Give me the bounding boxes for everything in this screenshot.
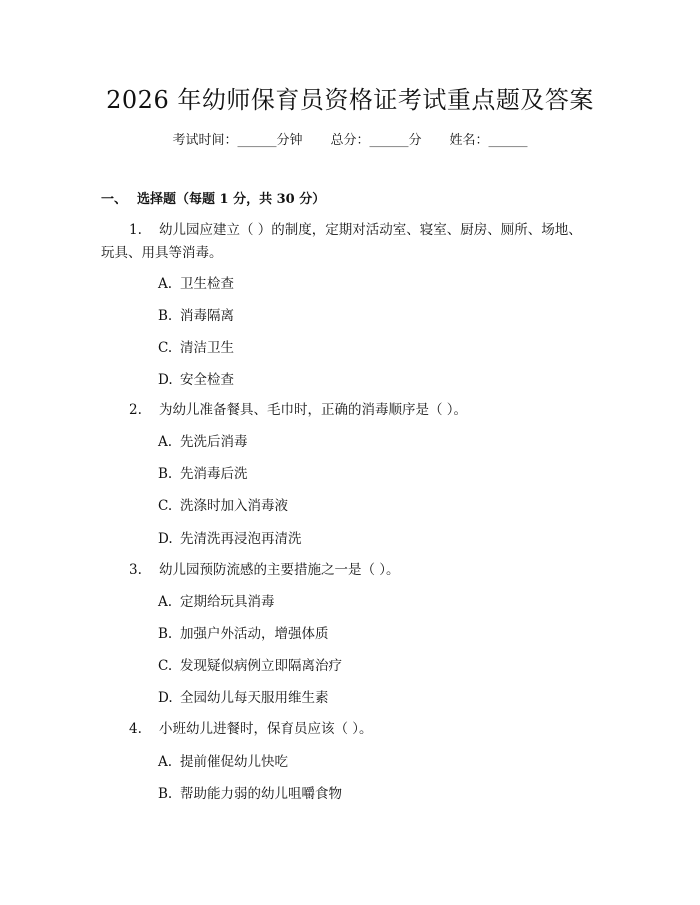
option-text: 消毒隔离 — [180, 308, 234, 324]
option-letter: C. — [158, 340, 173, 356]
section-heading — [101, 190, 325, 210]
option-1c — [158, 338, 234, 358]
option-2c — [158, 496, 288, 516]
option-text: 安全检查 — [180, 372, 234, 388]
option-text: 洗涤时加入消毒液 — [180, 498, 288, 514]
option-3c — [158, 656, 342, 676]
option-text: 先消毒后洗 — [180, 466, 248, 482]
option-letter: D. — [158, 690, 173, 706]
time-label: 考试时间： — [172, 133, 238, 148]
option-text: 先洗后消毒 — [180, 434, 248, 450]
time-blank: ______ — [237, 133, 277, 148]
option-text: 清洁卫生 — [180, 340, 234, 356]
score-unit: 分 — [408, 133, 422, 148]
exam-meta — [0, 131, 700, 151]
option-4b — [158, 784, 342, 804]
option-3b — [158, 624, 329, 644]
option-text: 卫生检查 — [180, 276, 234, 292]
score-blank: ______ — [369, 133, 409, 148]
option-text: 先清洗再浸泡再清洗 — [180, 531, 302, 547]
option-text: 定期给玩具消毒 — [180, 594, 275, 610]
option-letter: C. — [158, 658, 173, 674]
question-number: 1. — [129, 222, 142, 238]
name-blank: ______ — [488, 133, 528, 148]
option-letter: A. — [158, 754, 173, 770]
option-letter: B. — [158, 786, 173, 802]
question-3 — [101, 559, 589, 582]
option-3d — [158, 688, 329, 708]
question-number: 4. — [129, 721, 142, 737]
question-2 — [101, 399, 589, 422]
option-1a — [158, 274, 234, 294]
option-1d — [158, 370, 234, 390]
name-label: 姓名： — [449, 133, 489, 148]
option-letter: A. — [158, 594, 173, 610]
option-letter: A. — [158, 434, 173, 450]
option-text: 提前催促幼儿快吃 — [180, 754, 288, 770]
option-2b — [158, 464, 248, 484]
option-letter: C. — [158, 498, 173, 514]
question-number: 3. — [129, 562, 142, 578]
option-text: 帮助能力弱的幼儿咀嚼食物 — [180, 786, 342, 802]
question-text: 幼儿园预防流感的主要措施之一是（ ）。 — [159, 562, 400, 578]
section-title: 选择题（每题 1 分，共 30 分） — [137, 192, 326, 207]
score-label: 总分： — [330, 133, 370, 148]
option-letter: D. — [158, 372, 173, 388]
question-4 — [101, 718, 589, 741]
option-2a — [158, 432, 248, 452]
section-number: 一、 — [101, 192, 128, 207]
option-letter: B. — [158, 466, 173, 482]
option-3a — [158, 592, 275, 612]
question-text-continued: 玩具、用具等消毒。 — [101, 245, 223, 261]
question-text: 小班幼儿进餐时，保育员应该（ ）。 — [159, 721, 373, 737]
option-text: 发现疑似病例立即隔离治疗 — [180, 658, 342, 674]
option-2d — [158, 529, 302, 549]
question-number: 2. — [129, 402, 142, 418]
question-text: 为幼儿准备餐具、毛巾时，正确的消毒顺序是（ ）。 — [159, 402, 468, 418]
option-text: 加强户外活动，增强体质 — [180, 626, 329, 642]
option-letter: B. — [158, 626, 173, 642]
question-1 — [101, 219, 589, 265]
option-letter: B. — [158, 308, 173, 324]
option-letter: A. — [158, 276, 173, 292]
option-4a — [158, 752, 288, 772]
page-title: 2026 年幼师保育员资格证考试重点题及答案 — [106, 86, 594, 114]
option-text: 全园幼儿每天服用维生素 — [180, 690, 329, 706]
option-1b — [158, 306, 234, 326]
question-text: 幼儿园应建立（ ）的制度，定期对活动室、寝室、厨房、厕所、场地、 — [159, 222, 582, 238]
option-letter: D. — [158, 531, 173, 547]
time-unit: 分钟 — [276, 133, 303, 148]
